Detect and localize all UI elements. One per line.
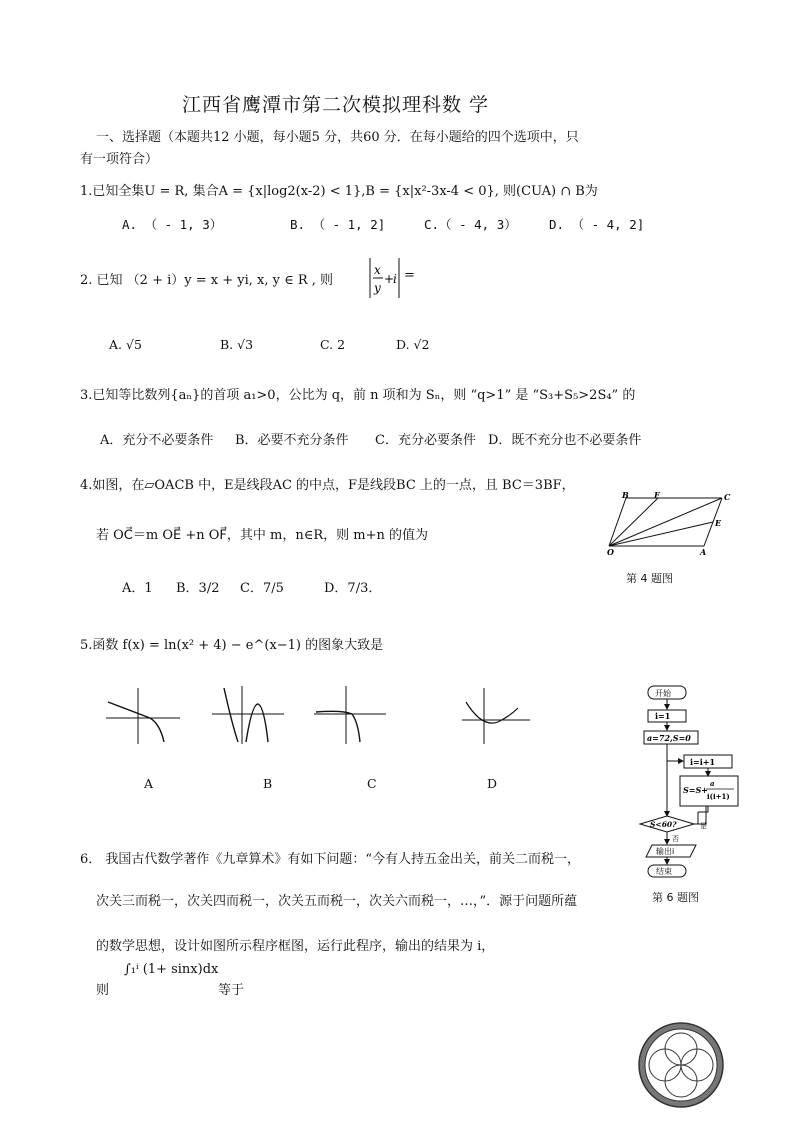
fc-no: 否: [672, 835, 679, 843]
q4-option-b: B．3/2: [176, 581, 220, 596]
question-6-line4-pre: 则: [96, 983, 110, 998]
question-4-stem2: 若 OC⃗＝m OE⃗ +n OF⃗，其中 m，n∈R，则 m+n 的值为: [96, 528, 428, 543]
fc-init-a-s: a=72,S=0: [647, 733, 691, 743]
question-6-line3: 的数学思想，设计如图所示程序框图，运行此程序，输出的结果为 i，: [96, 939, 495, 954]
q2-option-b: B. √3: [220, 337, 254, 352]
question-3-stem: 3.已知等比数列{aₙ}的首项 a₁>0，公比为 q，前 n 项和为 Sₙ，则 “q>1” 是 “S₃+S₅>2S₄” 的: [80, 388, 636, 403]
flowchart-caption: 第 6 题图: [652, 891, 699, 904]
svg-text:a: a: [710, 779, 715, 788]
fc-inc: i=i+1: [690, 757, 716, 767]
q1-option-d: D. （ - 4, 2]: [549, 217, 645, 232]
svg-text:i: i: [393, 272, 397, 286]
q2-equals: =: [404, 268, 415, 283]
q6-integral: ∫₁ⁱ (1+ sinx)dx: [124, 962, 219, 977]
q5-label-d: D: [487, 776, 498, 791]
svg-text:x: x: [374, 263, 381, 277]
q5-graph-c: [312, 684, 392, 746]
question-5-stem: 5.函数 f(x) = ln(x² + 4) − e^(x−1) 的图象大致是: [80, 638, 384, 653]
fc-output: 输出i: [656, 847, 675, 856]
section-heading-line2: 有一项符合）: [80, 152, 159, 167]
page-title: 江西省鹰潭市第二次模拟理科数 学: [182, 94, 490, 116]
svg-text:S=S+: S=S+: [683, 785, 708, 795]
fig4-label-o: O: [607, 547, 614, 557]
q4-parallelogram-figure: [604, 492, 734, 558]
q1-option-c: C.（ - 4, 3）: [424, 217, 517, 232]
section-heading-line1: 一、选择题（本题共12 小题，每小题5 分，共60 分．在每小题给的四个选项中，只: [96, 130, 579, 145]
q5-graph-b: [210, 684, 290, 746]
fig4-label-c: C: [724, 492, 731, 502]
q4-option-a: A．1: [122, 581, 153, 596]
question-1-stem: 1.已知全集U = R, 集合A = {x|log2(x-2) < 1},B = {x|x²-3x-4 < 0}, 则(CUA) ∩ B为: [80, 184, 598, 199]
question-6-line2: 次关三而税一，次关四而税一，次关五而税一，次关六而税一，…，”．源于问题所蕴: [96, 894, 578, 909]
fc-end: 结束: [656, 867, 672, 876]
svg-text:y: y: [374, 281, 381, 295]
question-6-line4-post: 等于: [218, 983, 245, 998]
q5-label-a: A: [144, 776, 154, 791]
q2-option-a: A. √5: [109, 337, 142, 352]
fc-cond: S<60?: [650, 820, 677, 829]
svg-text:i(i+1): i(i+1): [707, 792, 730, 801]
q1-option-b: B. （ - 1, 2]: [290, 217, 386, 232]
fc-start: 开始: [655, 689, 671, 698]
q3-option-d: D．既不充分也不必要条件: [488, 433, 642, 448]
q3-option-b: B．必要不充分条件: [235, 433, 349, 448]
fc-yes: 是: [700, 822, 707, 830]
q4-option-c: C．7/5: [240, 581, 284, 596]
q3-option-c: C．充分必要条件: [375, 433, 476, 448]
q5-graph-a: [104, 684, 184, 746]
question-2-stem: 2. 已知 （2 + i）y = x + yi, x, y ∈ R , 则: [80, 273, 334, 288]
flowchart: [630, 680, 740, 880]
fig4-label-f: F: [654, 492, 660, 500]
fc-init-i: i=1: [655, 711, 671, 721]
fig4-label-e: E: [715, 518, 722, 528]
decorative-circle-logo: [636, 1020, 726, 1110]
q2-option-c: C. 2: [320, 337, 346, 352]
q4-figure-caption: 第 4 题图: [626, 572, 673, 585]
fig4-label-b: B: [622, 492, 629, 500]
q4-option-d: D．7/3．: [324, 581, 382, 596]
q2-option-d: D. √2: [396, 337, 430, 352]
q5-label-c: C: [367, 776, 377, 791]
quatrefoil-circle-icon: [636, 1020, 726, 1110]
q1-option-a: A. （ - 1, 3）: [122, 217, 223, 232]
question-4-stem: 4.如图，在▱OACB 中，E是线段AC 的中点，F是线段BC 上的一点，且 BC＝3BF，: [80, 478, 575, 493]
q5-label-b: B: [263, 776, 273, 791]
svg-text:+: +: [384, 272, 395, 286]
q3-option-a: A．充分不必要条件: [100, 433, 214, 448]
question-6-line1: 6． 我国古代数学著作《九章算术》有如下问题：“今有人持五金出关，前关二而税一，: [80, 852, 581, 867]
fig4-label-a: A: [700, 547, 707, 557]
q5-graph-d: [458, 684, 538, 746]
